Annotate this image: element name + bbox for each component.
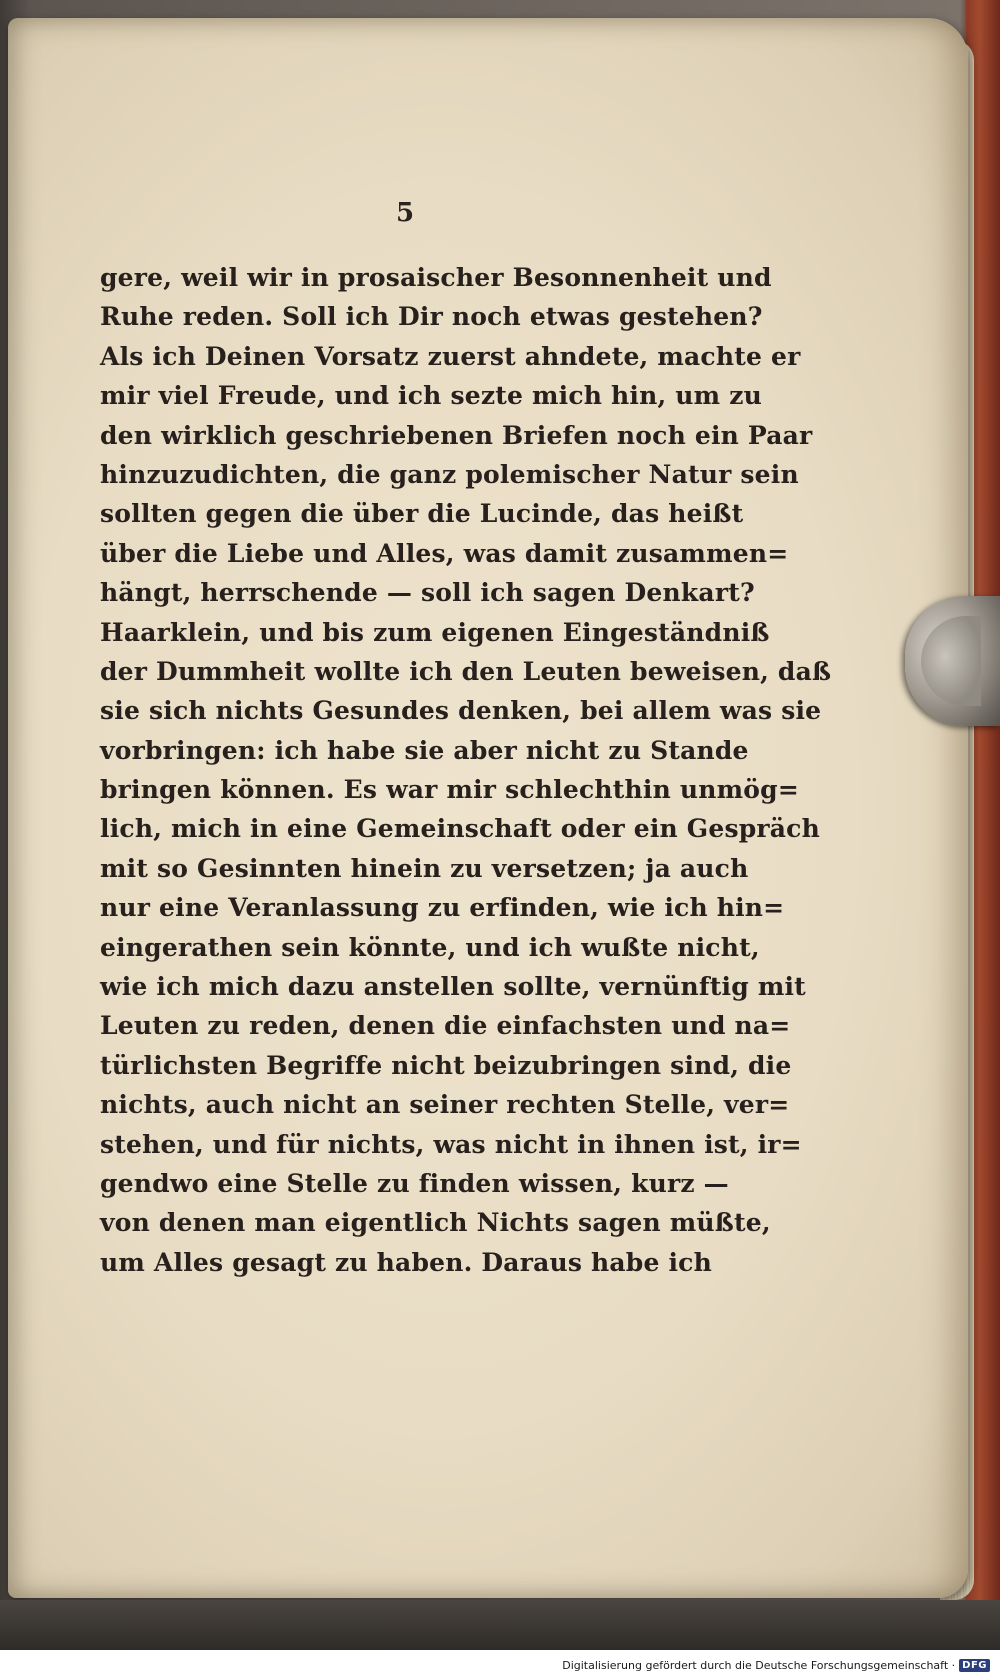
text-line: gere, weil wir in prosaischer Besonnenheit und [100,263,772,292]
page-clip-inner [921,616,981,706]
text-line: sie sich nichts Gesundes denken, bei allem was sie [100,696,822,726]
text-line: stehen, und für nichts, was nicht in ihnen ist, ir= [100,1129,802,1159]
text-line: den wirklich geschriebenen Briefen noch ein Paar [100,420,813,450]
text-line: gendwo eine Stelle zu finden wissen, kurz — [100,1168,729,1198]
page-number: 5 [395,198,415,228]
text-line: Haarklein, und bis zum eigenen Eingeständniß [100,617,770,647]
text-line: der Dummheit wollte ich den Leuten beweisen, daß [100,656,832,686]
text-line: von denen man eigentlich Nichts sagen müßte, [100,1208,771,1238]
text-line: eingerathen sein könnte, und ich wußte nicht, [100,932,760,962]
text-line: hinzuzudichten, die ganz polemischer Natur sein [100,459,799,489]
footer-credit-text: Digitalisierung gefördert durch die Deutsche Forschungsgemeinschaft · [562,1658,956,1672]
text-line: nur eine Veranlassung zu erfinden, wie ich hin= [100,893,785,923]
text-line: um Alles gesagt zu haben. Daraus habe ich [100,1247,712,1277]
text-line: lich, mich in eine Gemeinschaft oder ein Gespräch [100,814,820,844]
text-line: Als ich Deinen Vorsatz zuerst ahndete, machte er [100,341,801,371]
text-line: mit so Gesinnten hinein zu versetzen; ja auch [100,853,749,883]
text-line: Ruhe reden. Soll ich Dir noch etwas gestehen? [100,302,763,332]
text-line: nichts, auch nicht an seiner rechten Stelle, ver= [100,1090,790,1120]
text-line: über die Liebe und Alles, was damit zusammen= [100,538,789,568]
footer-credit [558,1654,994,1676]
text-line: vorbringen: ich habe sie aber nicht zu Stande [100,735,749,765]
text-line: bringen können. Es war mir schlechthin unmög= [100,775,799,805]
dfg-logo-icon: DFG [959,1659,990,1672]
text-line: wie ich mich dazu anstellen sollte, vernünftig mit [100,972,806,1002]
body-text [100,258,832,1282]
text-line: Leuten zu reden, denen die einfachsten und na= [100,1011,791,1041]
scan-bottom-band [0,1600,1000,1650]
text-line: sollten gegen die über die Lucinde, das heißt [100,499,744,529]
text-line: türlichsten Begriffe nicht beizubringen sind, die [100,1050,792,1080]
text-line: hängt, herrschende — soll ich sagen Denkart? [100,578,755,608]
text-line: mir viel Freude, und ich sezte mich hin, um zu [100,381,762,411]
